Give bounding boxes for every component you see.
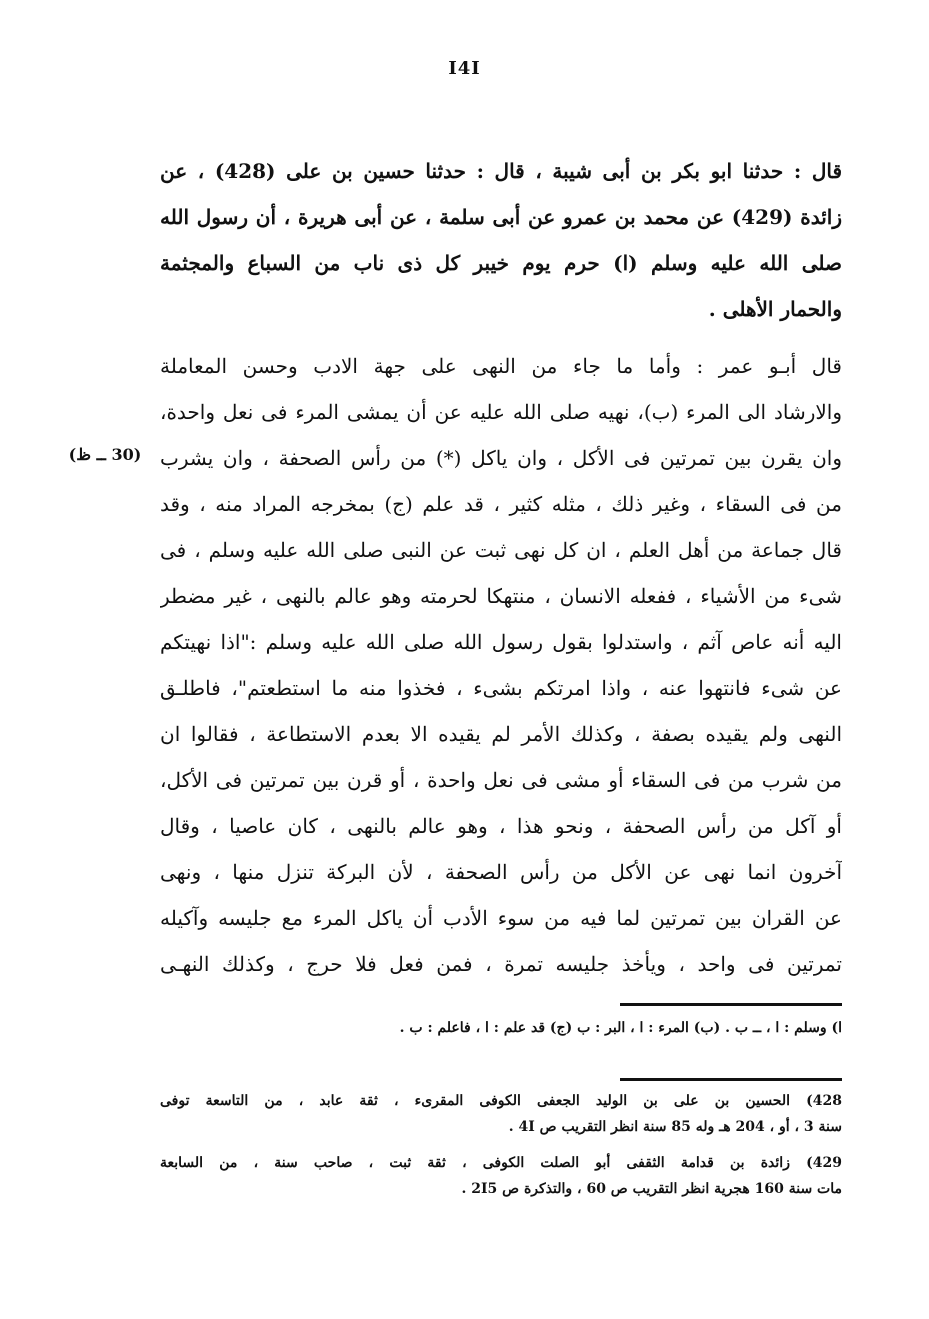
footnote-line: 428) الحسين بن على بن الوليد الجعفى الكوفى المقرىء ، ثقة عابد ، من التاسعة توفى: [160, 1093, 842, 1109]
text-line: قال : حدثنا ابو بكر بن أبى شيبة ، قال : حدثنا حسين بن على (428) ، عن: [160, 159, 842, 183]
text-line: والحمار الأهلى .: [708, 297, 842, 321]
text-line: وان يقرن بين تمرتين فى الأكل ، وان ياكل (*) من رأس الصحفة ، وان يشرب: [160, 446, 842, 470]
paragraph-hadith: [160, 148, 842, 332]
text-line: صلى الله عليه وسلم (ا) حرم يوم خيبر كل ذى ناب من السباع والمجثمة: [160, 251, 842, 275]
footnote-line: 429) زائدة بن قدامة الثقفى أبو الصلت الكوفى ، ثقة ثبت ، صاحب سنة ، من السابعة: [160, 1155, 842, 1171]
footnote-429: [160, 1150, 842, 1202]
footnote-428: [160, 1088, 842, 1140]
footnote-line: سنة 3 ، أو ، 204 هـ وله 85 سنة انظر التقريب ص 4I .: [508, 1119, 842, 1135]
text-line: اليه أنه عاص آثم ، واستدلوا بقول رسول الله صلى الله عليه وسلم :"اذا نهيتكم: [160, 630, 842, 654]
text-line: النهى ولم يقيده بصفة ، وكذلك الأمر لم يقيده الا بعدم الاستطاعة ، فقالوا ان: [160, 722, 842, 746]
text-line: عن شىء فانتهوا عنه ، واذا امرتكم بشىء ، فخذوا منه ما استطعتم"، فاطلـق: [160, 676, 842, 700]
footnote-divider: [620, 1003, 842, 1006]
text-line: والارشاد الى المرء (ب)، نهيه صلى الله عليه عن أن يمشى المرء فى نعل واحدة،: [160, 400, 842, 424]
page-number: I4I: [448, 58, 481, 79]
footnote-variants: [160, 1015, 842, 1041]
text-line: آخرون انما نهى عن الأكل من رأس الصحفة ، لأن البركة تنزل منها ، ونهى: [160, 860, 842, 884]
text-line: قال أبـو عمر : وأما ما جاء من النهى على جهة الادب وحسن المعاملة: [160, 354, 842, 378]
footnote-line: مات سنة 160 هجرية انظر التقريب ص 60 ، والتذكرة ص 2I5 .: [461, 1181, 842, 1197]
text-line: أو آكل من رأس الصحفة ، ونحو هذا ، وهو عالم بالنهى ، كان عاصيا ، وقال: [160, 814, 842, 838]
footnote-line: ا) وسلم : ا ، ــ ب . (ب) المرء : ا ، البر : ب (ج) قد علم : ا ، فاعلم : ب .: [399, 1020, 842, 1036]
footnote-divider: [620, 1078, 842, 1081]
text-line: من شرب من فى السقاء أو مشى فى نعل واحدة ، أو قرن بين تمرتين فى الأكل،: [160, 768, 842, 792]
text-line: قال جماعة من أهل العلم ، ان كل نهى ثبت عن النبى صلى الله عليه وسلم ، فى: [160, 538, 842, 562]
margin-folio-note: (30 ــ ظ): [68, 445, 142, 464]
text-line: عن القران بين تمرتين لما فيه من سوء الأدب أن ياكل المرء مع جليسه وآكيله: [160, 906, 842, 930]
text-line: من فى السقاء ، وغير ذلك ، مثله كثير ، قد علم (ج) بمخرجه المراد منه ، وقد: [160, 492, 842, 516]
text-line: تمرتين فى واحد ، ويأخذ جليسه تمرة ، فمن فعل فلا حرج ، وكذلك النهـى: [160, 952, 842, 976]
paragraph-commentary: [160, 343, 842, 987]
text-line: زائدة (429) عن محمد بن عمرو عن أبى سلمة ، عن أبى هريرة ، أن رسول الله: [160, 205, 842, 229]
text-line: شىء من الأشياء ، ففعله الانسان ، منتهكا لحرمته وهو عالم بالنهى ، غير مضطر: [160, 584, 842, 608]
